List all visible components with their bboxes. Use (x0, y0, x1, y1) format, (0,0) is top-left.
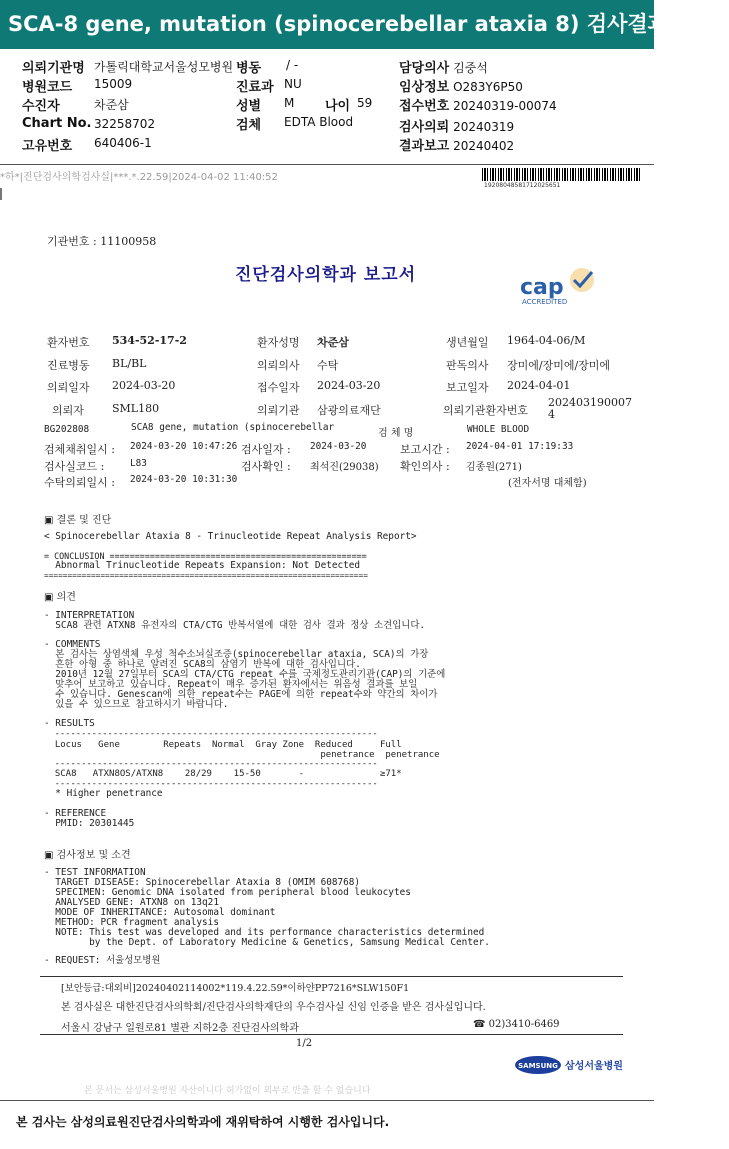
samsung-logo-text: SAMSUNG (518, 1062, 558, 1070)
page-number: 1/2 (296, 1038, 313, 1049)
header-label: 결과보고 (399, 139, 450, 154)
results-rule: ------------------------------------------------------------- (44, 759, 378, 769)
cap-logo-text: cap (520, 275, 564, 300)
unique-number: 640406-1 (94, 136, 152, 150)
patient-id-value: 534-52-17-2 (112, 334, 187, 347)
comments-line: 본 검사는 상염색체 우성 척수소뇌실조증(spinocerebellar ataxia, SCA)의 가장 (44, 649, 429, 660)
cap-accredited-logo (518, 266, 600, 308)
institution-name: 가톨릭대학교서울성모병원 (94, 60, 234, 74)
header-col1 (22, 57, 91, 154)
request-date: 20240319 (453, 120, 515, 134)
reference-header: - REFERENCE (44, 808, 107, 819)
header-label: 의뢰기관명 (22, 61, 85, 76)
header-label: 접수번호 (399, 99, 450, 114)
header-label: 임상정보 (399, 80, 450, 95)
results-footnote: * Higher penetrance (44, 788, 163, 799)
test-confirm-label: 검사확인 : (241, 460, 291, 473)
patient-id-label: 환자번호 (47, 336, 90, 349)
specimen-label: 검체 (236, 118, 262, 133)
comments-line: 있을 수 있으므로 참고하시기 바랍니다. (44, 699, 229, 710)
header-col3 (399, 57, 557, 154)
conclusion-rule: ===================================================================== (44, 571, 368, 580)
test-info-line: by the Dept. of Laboratory Medicine & Genetics, Samsung Medical Center. (44, 937, 490, 948)
lab-code-value: L83 (130, 458, 147, 469)
results-columns-2: penetrance penetrance (44, 750, 440, 760)
test-info-line: ANALYSED GENE: ATXN8 on 13q21 (44, 897, 219, 908)
sex-label: 성별 (236, 99, 262, 114)
comments-line: 흔한 아형 중 하나로 알려진 SCA8의 삼염기 반복에 대한 검사입니다. (44, 659, 361, 670)
collection-time-value: 2024-03-20 10:47:26 (130, 441, 238, 452)
clinical-info: O283Y6P50 (453, 80, 523, 94)
test-confirm-value: 최석진(29038) (310, 462, 379, 473)
institution-patient-no-suffix: 4 (548, 408, 555, 421)
certification-text: 본 검사실은 대한진단검사의학회/진단검사의학재단의 우수검사실 신임 인증을 받은 검사실입니다. (61, 1002, 486, 1013)
header-label: Chart No. (22, 116, 92, 131)
confidential-notice: 본 문서는 삼성서울병원 자산이니다 허가없이 외부로 반출 할 수 없습니다 (84, 1086, 371, 1096)
header-label: 검사의뢰 (399, 120, 450, 135)
ward-label: 진료병동 (47, 359, 90, 372)
specimen-value: EDTA Blood (284, 115, 354, 129)
report-name: < Spinocerebellar Ataxia 8 - Trinucleotide Repeat Analysis Report> (44, 531, 417, 542)
receipt-date-label: 접수일자 (257, 381, 300, 394)
consignment-note: 본 검사는 삼성의료원진단검사의학과에 재위탁하여 시행한 검사입니다. (16, 1115, 390, 1129)
receipt-date-value: 2024-03-20 (317, 379, 381, 392)
reading-doctor-value: 장미에/장미에/장미에 (507, 359, 611, 372)
test-info-line: NOTE: This test was developed and its performance characteristics determined (44, 927, 485, 938)
test-code: BG202808 (44, 424, 90, 435)
lab-code-label: 검사실코드 : (44, 460, 105, 473)
report-date-label: 보고일자 (446, 381, 489, 394)
requester-label: 의뢰자 (52, 404, 84, 417)
ward-value: / - (286, 58, 299, 72)
ward-label: 병동 (236, 61, 262, 76)
report-time-label: 보고시간 : (400, 443, 450, 456)
report-date-value: 2024-04-01 (507, 379, 571, 392)
requesting-institution-label: 의뢰기관 (257, 404, 300, 417)
samsung-hospital-name: 삼성서울병원 (565, 1061, 623, 1072)
results-rule: ------------------------------------------------------------- (44, 729, 378, 739)
requesting-doctor-label: 의뢰의사 (257, 359, 300, 372)
confirm-doctor-label: 확인의사 : (400, 460, 450, 473)
ward-value: BL/BL (112, 357, 147, 370)
test-info-line: METHOD: PCR fragment analysis (44, 917, 219, 928)
consign-time-label: 수탁의뢰일시 : (44, 476, 115, 489)
institution-patient-no-label: 의뢰기관환자번호 (443, 404, 529, 417)
section-test-info: ▣ 검사정보 및 소견 (44, 850, 131, 861)
barcode (482, 168, 642, 181)
patient-name: 차준삼 (94, 98, 129, 112)
footer-divider (40, 976, 623, 977)
doctor-name: 김중석 (453, 61, 488, 75)
reading-doctor-label: 판독의사 (446, 359, 489, 372)
results-header: - RESULTS (44, 718, 95, 729)
test-name: SCA8 gene, mutation (spinocerebellar (131, 422, 335, 433)
bottom-divider (0, 1100, 654, 1101)
hospital-code: 15009 (94, 77, 133, 91)
header-label: 담당의사 (399, 61, 450, 76)
comments-line: 수 있습니다. Genescan에 의한 repeat수는 PAGE에 의한 repeat수와 약간의 차이가 (44, 689, 438, 700)
lab-report-title: 진단검사의학과 보고서 (235, 265, 417, 285)
report-title-bar: SCA-8 gene, mutation (spinocerebellar ataxia 8) 검사결과보고서 (0, 0, 654, 49)
comments-line: 2010년 12월 27일부터 SCA의 CTA/CTG repeat 수를 국제정도관리기관(CAP)의 기준에 (44, 669, 446, 680)
chart-number: 32258702 (94, 117, 156, 131)
report-time-value: 2024-04-01 17:19:33 (466, 441, 574, 452)
results-row: SCA8 ATXN8OS/ATXN8 28/29 15-50 - ≥71* (44, 769, 402, 779)
test-info-line: SPECIMEN: Genomic DNA isolated from peripheral blood leukocytes (44, 887, 411, 898)
lab-phone: ☎ 02)3410-6469 (473, 1019, 560, 1030)
request-date-value: 2024-03-20 (112, 379, 176, 392)
request-date-label: 의뢰일자 (47, 381, 90, 394)
reference-text: PMID: 20301445 (44, 818, 135, 829)
test-date-value: 2024-03-20 (310, 441, 367, 452)
requesting-doctor-value: 수탁 (317, 359, 339, 372)
institution-number: 기관번호 : 11100958 (47, 235, 157, 248)
receipt-number: 20240319-00074 (453, 99, 557, 113)
sex-value: M (284, 96, 295, 110)
confirm-doctor-value: 김종원(271) (466, 462, 522, 473)
comments-line: 맞추어 보고하고 있습니다. Repeat이 매우 증가된 환자에서는 위음성 결과를 보일 (44, 679, 418, 690)
header-label: 고유번호 (22, 139, 73, 154)
specimen-name-label: 검 체 명 (378, 428, 414, 439)
birthdate-label: 생년월일 (446, 336, 489, 349)
patient-name-label: 환자성명 (257, 336, 300, 349)
conclusion-text: Abnormal Trinucleotide Repeats Expansion: Not Detected (44, 560, 361, 571)
header-col1-values (94, 58, 233, 155)
test-info-line: TARGET DISEASE: Spinocerebellar Ataxia 8 (OMIM 608768) (44, 877, 361, 888)
test-date-label: 검사일자 : (241, 443, 291, 456)
requesting-institution-value: 삼광의료재단 (317, 404, 381, 417)
scanned-report (0, 188, 654, 1100)
header-divider (0, 164, 654, 165)
institution-patient-no-value: 202403190007 (548, 396, 632, 409)
patient-name-value: 차준삼 (317, 336, 349, 349)
header-label: 수진자 (22, 99, 60, 114)
collection-time-label: 검체채취일시 : (44, 443, 115, 456)
lab-address: 서울시 강남구 일원로81 별관 지하2층 진단검사의학과 (61, 1023, 299, 1034)
conclusion-header: = CONCLUSION =================================================== (44, 551, 367, 561)
dept-value: NU (284, 77, 302, 91)
edge-mark (0, 188, 2, 200)
footer-divider (40, 1034, 623, 1035)
results-rule: ------------------------------------------------------------- (44, 779, 378, 789)
age-label: 나이 (325, 99, 351, 114)
cap-logo-accredited: ACCREDITED (522, 298, 568, 306)
print-info-line: *하*|진단검사의학검사실|***.*.22.59|2024-04-02 11:40:52 (0, 172, 278, 183)
requester-value: SML180 (112, 402, 160, 415)
specimen-name-value: WHOLE BLOOD (467, 424, 530, 435)
test-info-line: MODE OF INHERITANCE: Autosomal dominant (44, 907, 276, 918)
samsung-hospital-logo (514, 1054, 624, 1076)
header-label: 병원코드 (22, 80, 73, 95)
age-value: 59 (357, 96, 373, 110)
test-info-header: - TEST INFORMATION (44, 867, 146, 878)
security-line: [보안등급:대외비]20240402114002*119.4.22.59*이하얀PP7216*SLW150F1 (61, 983, 410, 994)
comments-header: - COMMENTS (44, 639, 101, 650)
request-line: - REQUEST: 서울성모병원 (44, 955, 161, 966)
dept-label: 진료과 (236, 80, 274, 95)
consign-time-value: 2024-03-20 10:31:30 (130, 474, 238, 485)
section-conclusion: ▣ 결론 및 진단 (44, 515, 112, 526)
barcode-number: 19208048581712025651 (484, 182, 561, 189)
report-date: 20240402 (453, 139, 515, 153)
e-signature-note: (전자서명 대체함) (508, 478, 587, 489)
section-opinion: ▣ 의견 (44, 592, 76, 603)
birthdate-value: 1964-04-06/M (507, 334, 586, 347)
interpretation-text: SCA8 관련 ATXN8 유전자의 CTA/CTG 반복서열에 대한 검사 결과 정상 소견입니다. (44, 620, 426, 631)
interpretation-header: - INTERPRETATION (44, 610, 135, 621)
results-columns: Locus Gene Repeats Normal Gray Zone Reduced Full (44, 740, 402, 750)
